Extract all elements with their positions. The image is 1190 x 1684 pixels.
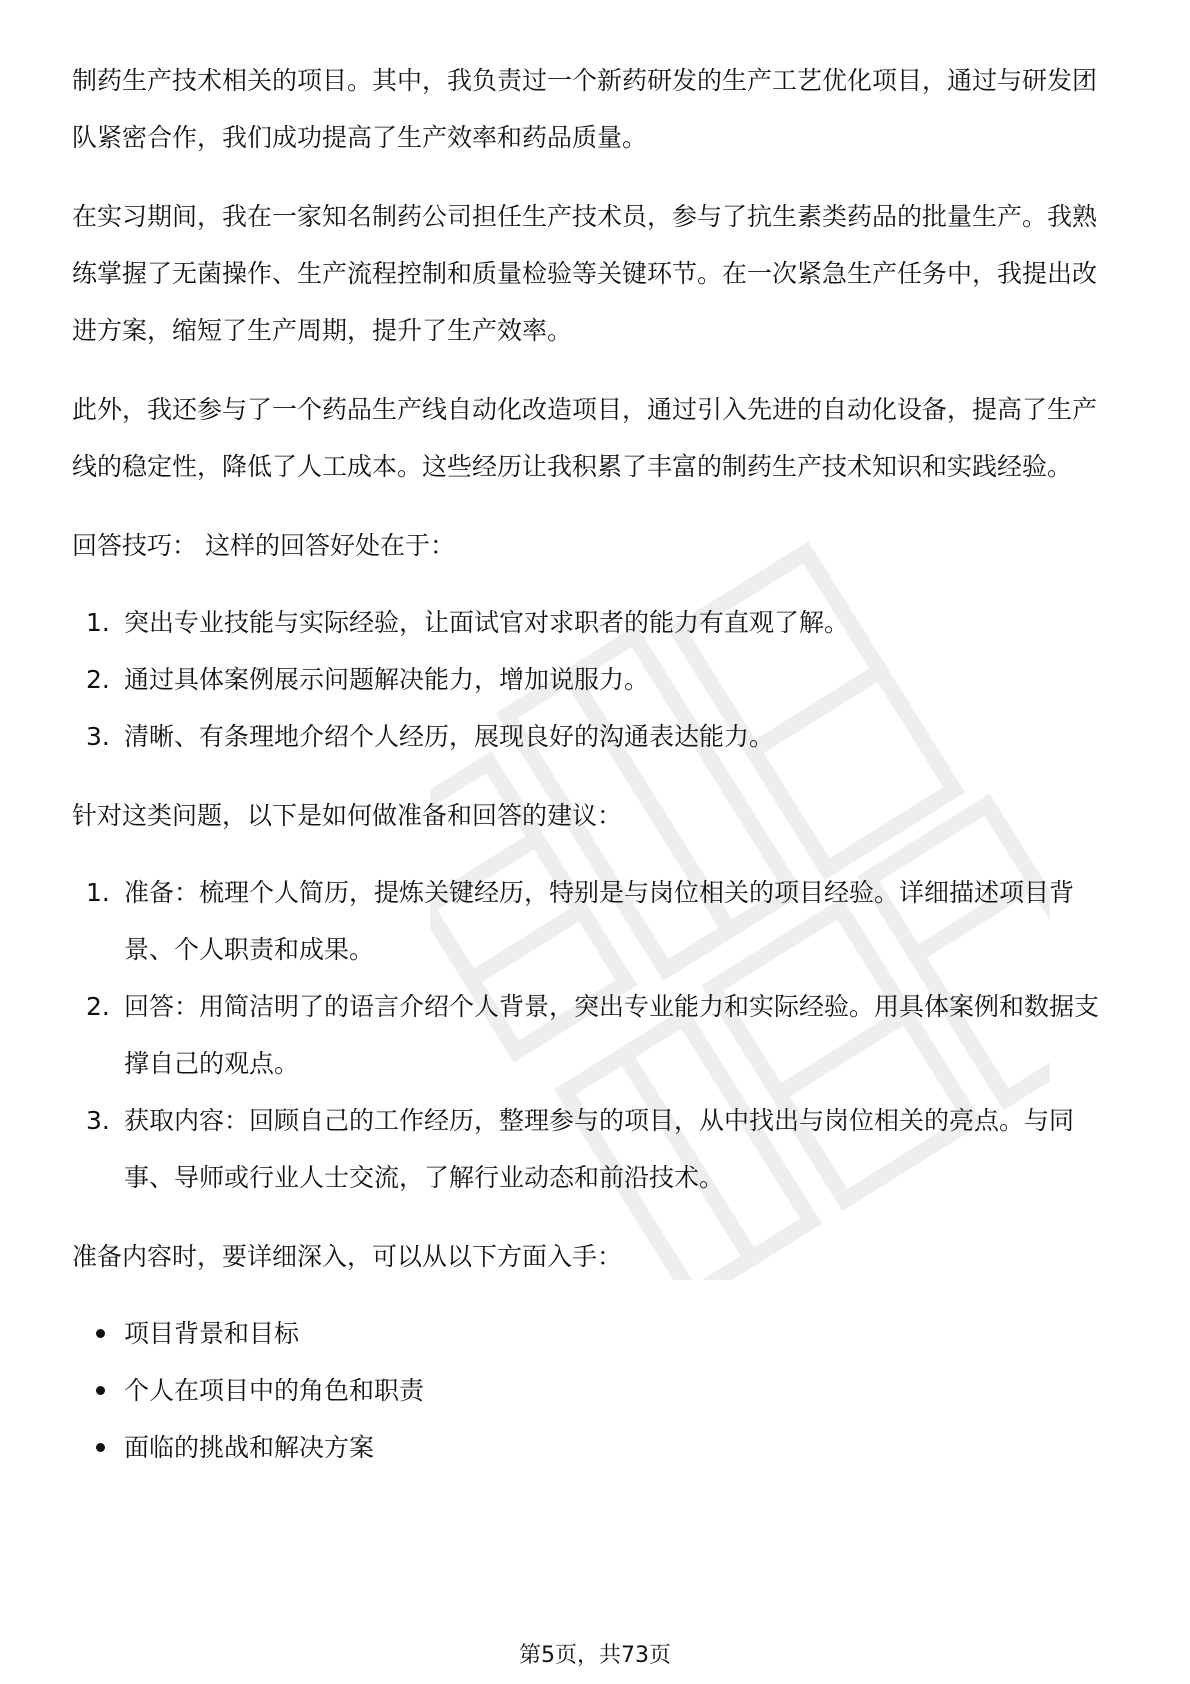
list-item xyxy=(72,708,1118,765)
paragraph-projects: 制药生产技术相关的项目。其中，我负责过一个新药研发的生产工艺优化项目，通过与研发团队紧密合作，我们成功提高了生产效率和药品质量。 xyxy=(72,66,1098,152)
list-number: 1. xyxy=(86,878,110,907)
document-body xyxy=(72,52,1118,1498)
list-item-text: 清晰、有条理地介绍个人经历，展现良好的沟通表达能力。 xyxy=(124,722,775,751)
list-item xyxy=(72,594,1118,651)
list-item xyxy=(72,1092,1118,1206)
list-item xyxy=(72,1419,1118,1476)
list-item-text: 面临的挑战和解决方案 xyxy=(124,1433,375,1462)
list-item xyxy=(72,651,1118,708)
bullet-icon xyxy=(96,1443,105,1452)
list-item-text: 准备：梳理个人简历，提炼关键经历，特别是与岗位相关的项目经验。详细描述项目背景、个人职责和成果。 xyxy=(124,878,1075,964)
page-number-footer: 第5页，共73页 xyxy=(519,1643,671,1668)
list-number: 2. xyxy=(86,665,110,694)
list-item xyxy=(72,1305,1118,1362)
advice-heading: 针对这类问题，以下是如何做准备和回答的建议： xyxy=(72,801,623,830)
tips-heading: 回答技巧： 这样的回答好处在于： xyxy=(72,531,455,560)
list-item xyxy=(72,978,1118,1092)
list-item-text: 突出专业技能与实际经验，让面试官对求职者的能力有直观了解。 xyxy=(124,608,850,637)
prep-list xyxy=(72,1305,1118,1476)
list-number: 3. xyxy=(86,722,110,751)
paragraph-automation: 此外，我还参与了一个药品生产线自动化改造项目，通过引入先进的自动化设备，提高了生产线的稳定性，降低了人工成本。这些经历让我积累了丰富的制药生产技术知识和实践经验。 xyxy=(72,395,1098,481)
bullet-icon xyxy=(96,1386,105,1395)
list-number: 3. xyxy=(86,1106,110,1135)
list-item-text: 个人在项目中的角色和职责 xyxy=(124,1376,425,1405)
paragraph-internship: 在实习期间，我在一家知名制药公司担任生产技术员，参与了抗生素类药品的批量生产。我熟练掌握了无菌操作、生产流程控制和质量检验等关键环节。在一次紧急生产任务中，我提出改进方案，缩短了生产周期，提升了生产效率。 xyxy=(72,202,1098,345)
list-item xyxy=(72,864,1118,978)
list-number: 2. xyxy=(86,992,110,1021)
list-item xyxy=(72,1362,1118,1419)
tips-list xyxy=(72,594,1118,765)
list-item-text: 获取内容：回顾自己的工作经历，整理参与的项目，从中找出与岗位相关的亮点。与同事、导师或行业人士交流，了解行业动态和前沿技术。 xyxy=(124,1106,1075,1192)
bullet-icon xyxy=(96,1329,105,1338)
list-item-text: 通过具体案例展示问题解决能力，增加说服力。 xyxy=(124,665,650,694)
advice-list xyxy=(72,864,1118,1206)
list-item-text: 项目背景和目标 xyxy=(124,1319,300,1348)
list-item-text: 回答：用简洁明了的语言介绍个人背景，突出专业能力和实际经验。用具体案例和数据支撑自己的观点。 xyxy=(124,992,1100,1078)
prep-heading: 准备内容时，要详细深入，可以从以下方面入手： xyxy=(72,1242,623,1271)
list-number: 1. xyxy=(86,608,110,637)
